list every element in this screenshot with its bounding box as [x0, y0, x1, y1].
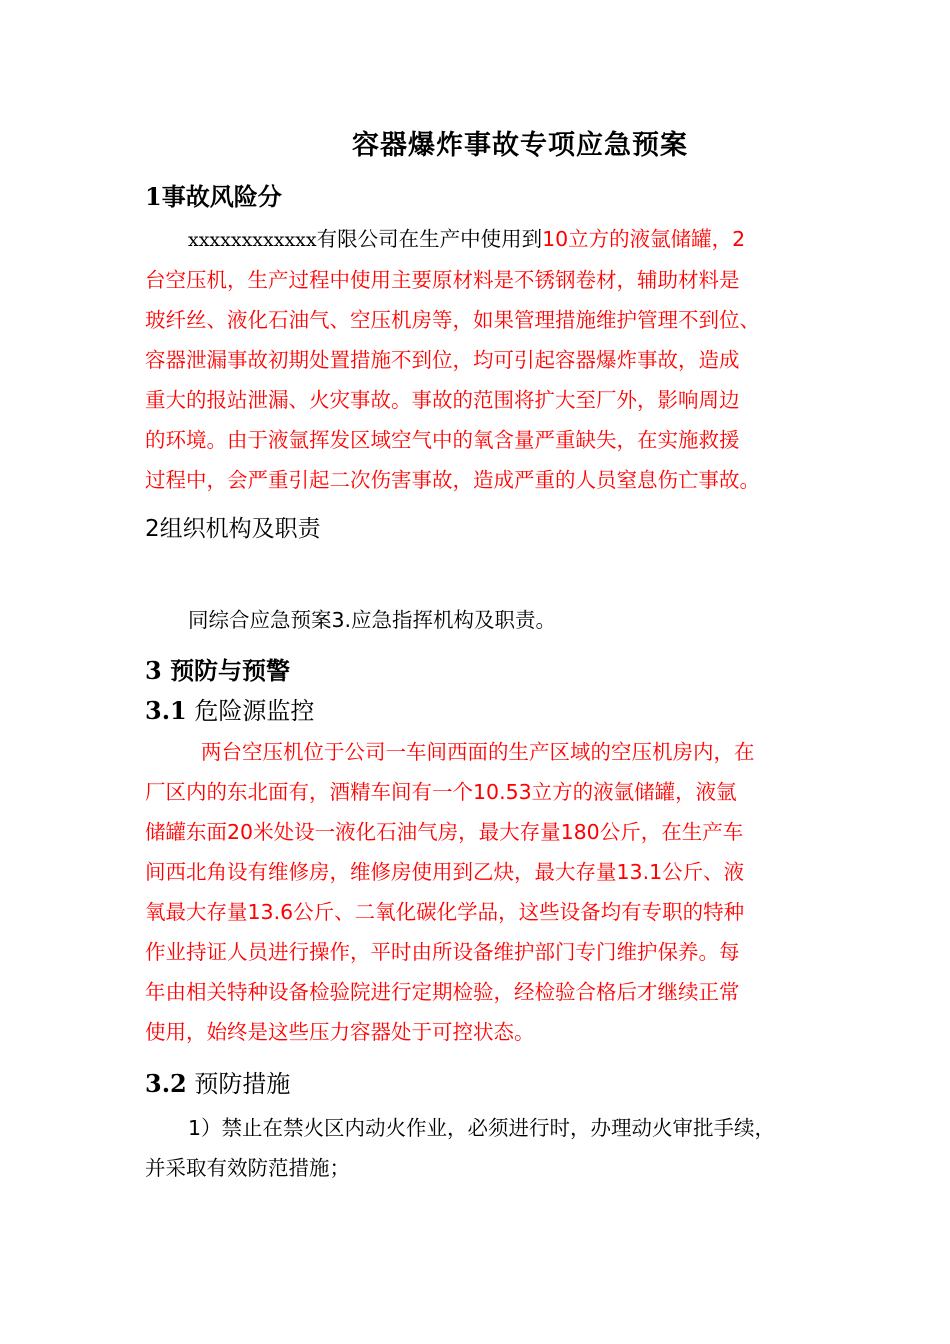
section-1-heading — [145, 179, 282, 215]
section-1-title: 事故风险分 — [161, 183, 282, 211]
section-3-1-body — [145, 732, 810, 1052]
section-2-body: 同综合应急预案3.应急指挥机构及职责。 — [188, 608, 557, 632]
document-title: 容器爆炸事故专项应急预案 — [352, 130, 688, 161]
section-3-title: 预防与预警 — [170, 657, 291, 685]
section-3-2-title: 预防措施 — [194, 1070, 291, 1098]
section-1-body — [145, 219, 810, 500]
section-1-line-1: xxxxxxxxxxxx有限公司在生产中使用到10立方的液氩储罐，2 — [188, 227, 746, 251]
section-1-line-6: 的环境。由于液氩挥发区域空气中的氧含量严重缺失，在实施救援 — [145, 428, 740, 452]
section-3-2-number: 3.2 — [145, 1069, 187, 1098]
section-3-1-title: 危险源监控 — [194, 697, 315, 725]
section-3-2-line-1: 1）禁止在禁火区内动火作业，必须进行时，办理动火审批手续， — [188, 1116, 776, 1140]
section-1-line-5: 重大的报站泄漏、火灾事故。事故的范围将扩大至厂外，影响周边 — [145, 388, 740, 412]
section-3-2-heading — [145, 1066, 290, 1102]
section-1-line-4: 容器泄漏事故初期处置措施不到位，均可引起容器爆炸事故，造成 — [145, 348, 740, 372]
section-3-1-line-5: 氧最大存量13.6公斤、二氧化碳化学品，这些设备均有专职的特种 — [145, 900, 745, 924]
section-3-heading — [145, 653, 290, 689]
section-3-1-line-3: 储罐东面20米处设一液化石油气房，最大存量180公斤，在生产车 — [145, 820, 744, 844]
section-3-1-line-1: 两台空压机位于公司一车间西面的生产区域的空压机房内，在 — [201, 740, 755, 764]
section-3-1-line-6: 作业持证人员进行操作，平时由所设备维护部门专门维护保养。每 — [145, 940, 740, 964]
section-3-1-number: 3.1 — [145, 696, 187, 725]
section-3-1-line-4: 间西北角设有维修房，维修房使用到乙炔，最大存量13.1公斤、液 — [145, 860, 745, 884]
section-1-number: 1 — [145, 182, 162, 211]
section-3-number: 3 — [145, 656, 162, 685]
section-3-2-line-2: 并采取有效防范措施； — [145, 1156, 350, 1180]
section-1-line-3: 玻纤丝、液化石油气、空压机房等，如果管理措施维护管理不到位、 — [145, 308, 760, 332]
section-3-1-line-2: 厂区内的东北面有，酒精车间有一个10.53立方的液氩储罐，液氩 — [145, 780, 737, 804]
section-1-line-2: 台空压机，生产过程中使用主要原材料是不锈钢卷材，辅助材料是 — [145, 268, 740, 292]
section-1-line-7: 过程中，会严重引起二次伤害事故，造成严重的人员窒息伤亡事故。 — [145, 468, 760, 492]
section-3-2-body — [145, 1108, 810, 1188]
section-3-1-heading — [145, 693, 314, 729]
section-2-heading: 2组织机构及职责 — [145, 516, 321, 542]
section-3-1-line-8: 使用，始终是这些压力容器处于可控状态。 — [145, 1020, 535, 1044]
section-3-1-line-7: 年由相关特种设备检验院进行定期检验，经检验合格后才继续正常 — [145, 980, 740, 1004]
company-placeholder: xxxxxxxxxxxx — [188, 229, 317, 251]
